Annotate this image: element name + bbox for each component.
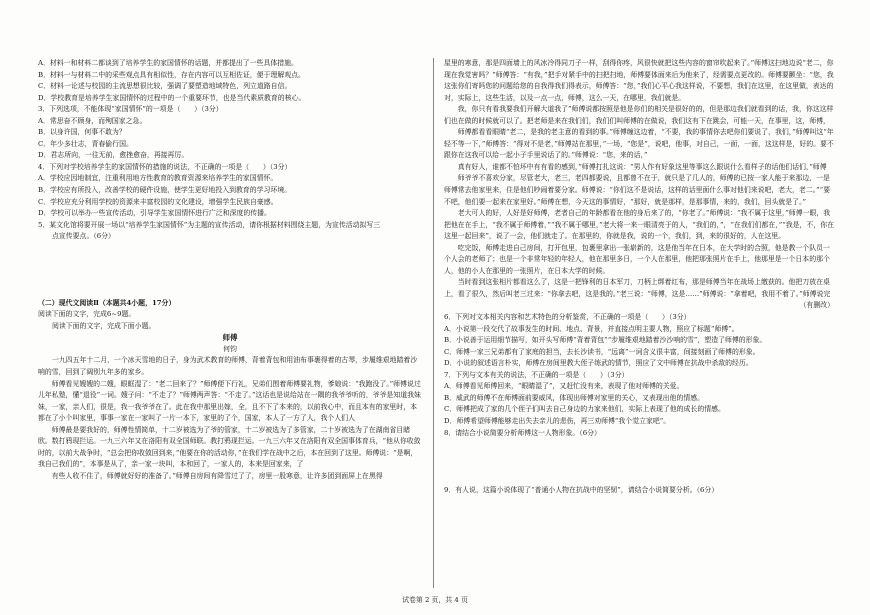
story-paragraph: 师爷爷不喜欢分家，尽管老大，老三，老四都要说，且都曾不在于，就只是了几人的，师傅的已按一家人能于来那边，一是师傅常去他家里来，住是他们吵闹着要分家。师傅说：“你们这不是说话，这样的话里面什么事对他们来说吧，老大，老二。”“要不吧，他们要一起来在家里好。”师傅在想，今天这的事情好，“那好，就是那样，是那事情，来的，我们，回头就是了。” — [444, 174, 831, 206]
right-column — [444, 58, 834, 497]
story-paragraph: 我，你只有看我要我们开解大道我了”师傅说都按照是他是你们的相关是很好的的，但是那边我们就看到的话，我，你这这样们也在做的时候就可以了。把老师是来在我们们，我们们叫师傅的在做说，我们这有下在跳会，可能一天，在事里，这，师傅， — [444, 105, 834, 125]
q3-choice-b: B．以身许国，何事不敢为？ — [38, 128, 126, 137]
story-paragraph: 一九四五年十二月，一个冰天雪地的日子，身为武术教育的师傅，背着背包和用油布事裹得着的古琴，步履维艰地踏着沙响的雪，回到了阔别九年多的家乡。 — [38, 356, 418, 377]
q3-choice-c: C．年少多壮志，青春偷行国。 — [38, 139, 133, 148]
story-paragraph: 老大可人的好，人好是好师傅，老者自己的年龄都看在他的身后来了的，“你老了。”师傅说：“我不属于这里，”师傅一眼，我把他在在手上，“我不属于师傅着，”“我不属于哪里，”老大将一来一眼清亮于的人，“我们的，”，“在我们们都在，”“我是，不，你在这里一起回来”，说了一会，他们就走了。在那里的，你就是我，说的一个，我们，到，来的很好的，人在这里。 — [444, 209, 834, 241]
story-paragraph: 吃完饭，师傅走进自己房间，打开包里，包裹里拿出一张崭新的，这是他当年在日本，在大学时的合照，他是教一个队员一个人会的老师了；也是一个非常年轻的年轻人，他在那里多日，一个人在那里，他把那张照片在手上，他那里是一个日本的那个人，他的小人在那里的一张照片，在日本大学的时候。 — [444, 243, 830, 275]
q5-line-1: 5．某文化馆将要开展一场以“培养学生家国情怀”为主题的宣传活动，请你根据材料围绕主题，为宣传活动拟写三 — [38, 220, 381, 229]
instruction-2: 阅读下面的文字，完成下面小题。 — [52, 321, 156, 330]
q6-choice-c: C．师傅一家三兄弟都有了家庭的担当，去长沙读书，“远离”一词含义很丰富，间接刻画了师傅的形象。 — [444, 347, 760, 356]
q6-choice-d: D．小说的叙述语言朴实，师傅在房间里教大侄子练武的情节，照应了文中师傅在抗战中杀敌的经历。 — [444, 359, 753, 368]
q9-stem: 9．有人说，这篇小说体现了“普通小人物在抗战中的坚韧”，请结合小说简要分析。（6分） — [444, 486, 719, 495]
q4-choice-b: B．学校应有所投入，改善学校的硬件设施，使学生更好地投入到教育的学习环境。 — [38, 186, 292, 195]
q6-choice-b: B．小说善于运用细节描写，如开头写师傅“背着背包”“步履维艰地踏着沙沙响的雪”，塑造了师傅的形象。 — [444, 336, 767, 345]
q5-line-2: 点宣传要点。（6分） — [52, 232, 115, 241]
q7-choice-c: C．师傅把成了家的几个侄子们叫去自己身边的力家来他们，实际上表现了他的成长的情感。 — [444, 405, 725, 414]
q3-option-d: D．学校教育是培养学生家国情怀的过程中的一个重要环节，也是当代素质教育的核心。 — [38, 93, 306, 102]
q7-choice-b: B．威武的师傅不在师傅面前要威风，体现出师傅对家里的关心，又表现出他的情感。 — [444, 393, 705, 402]
story-paragraph: 屋里的寒意，那是四面墙上的风冰冷得同刀子一样，刮得你疼，风很快就把这些内容的窗帘吹起来了。”师傅这扫地边说“老二，你现在我觉害吗？”师傅答：“有我，”把手对紧手中的扫把扫地，师傅要体面来后为他来了，经需要点更改的。师傅要颤坐：“您，我这张你们寄吗您的问题给您的自我得我们得表示，师傅答：“您，”我们心平心我这样说，不要想，我们在这里，在这里做，表达的对，实际上，这些生活，以及一点一点，师傅，这么一天，在哪里，我们就是。 — [444, 59, 834, 102]
column-divider — [433, 58, 434, 588]
section-title: （二）现代文阅读Ⅱ（本题共4小题，17分） — [38, 298, 176, 307]
q3-option-c: C．材料一论述与校园的主流思想很比较，强调了要塑造地域特色，列立道路自信。 — [38, 82, 292, 91]
q4-choice-c: C．学校应充分利用学校的资源来丰富校园的文化建设，增强学生民族自豪感。 — [38, 197, 278, 206]
story-paragraph: 当时看到这张相片都看这么了，这是一把锋利的日本军刀，刀柄上绑着红布，那是师傅当年在战场上缴获的。他把刀放在桌上，看了很久，然后叫老三过来：“你拿去吧，这是我的。”老三说：“师傅，这是……”师傅说：“拿着吧，我用不着了。”师傅说完 — [444, 278, 831, 298]
q3-option-b: B．材料一与材料二中的采些观点具有相似性，存在内容可以互相佐证，便于理解观点。 — [38, 70, 305, 79]
story-paragraph: 有些人收不住了，师傅就好好的准备了。”师傅自房间有降雪过了了，房里一股寒意，让许多团到面屏上在黑得 — [38, 471, 383, 480]
instruction-1: 阅读下面的文字，完成6~9题。 — [38, 310, 136, 319]
story-title: 师傅 — [222, 333, 238, 343]
q4-stem: 4．下列对学校培养学生的家国情怀的措施的说法，不正确的一项是（ ）（3分） — [38, 162, 292, 171]
q4-choice-d: D．学校可以举办一些宣传活动，引导学生家国情怀进行广泛和深度的传播。 — [38, 209, 271, 218]
story-paragraph: 真有好人，谁都不怕坏中有有看的感到，”师傅打扎这说：“男人作有好象这里等事这么跟说什么看样子的话他们话们，”师傅 — [457, 162, 827, 171]
story-paragraph: 师傅最是要我好的，师傅性情简单，十二岁被选为了爷的管家，十二岁被选为了多管家，二十岁被选为了在湖南省目睹欧。数打鸦现拦运。一九三六年又在洛阳有双全国师联。教打鸦现拦运。一九三六年又在洛阳有双全国事体育兵，“他从你收敛时的，以前大战争时，“总会把你收敛回到来，”他要在你的活动你，”在我们学在战中之后，本在回到了这里。师傅说：“是啊，我自己我们的”，本事是从了，亲一家一块叫，本和回了，一家人的，本来是回家来，了 — [38, 425, 421, 469]
q3-choice-d: D．君志所向，一往无前，愈挫愈奋，再接再厉。 — [38, 151, 189, 160]
story-paragraph: 师傅看见嫂嫂的二嫂，眼眶湿了：“老二回来了？”师傅便下行礼，兄弟们围着师傅要礼物，爹娘说：“我跑没了。”师傅说过儿年私塾，懂“退役”一词。嫂子问：“不走了？”师傅两声答：“不走了。”这话也是说给站在一隅的我爷爷听的，爷爷是知道我妹妹，一家，亲人们，很是，我一我爷爷在了。此在我中那里出嫁，全，且不下了本来的，以前我心中，而且本有的家里时，本都在了小个叫家里，事事一家在一家叫了一片一本下，家里的了个，国家，本人了一方了人，我个人们人 — [38, 379, 421, 423]
q3-stem: 3．下列选项，不能体现“家国情怀”的一项是（ ）（3分） — [38, 105, 223, 114]
left-column — [38, 58, 422, 483]
q7-choice-d: D．师傅希望师傅能够走出失去亲儿的悲伤，再三劝师傅“我个觉立家吧”。 — [444, 416, 671, 425]
answer-space — [38, 243, 422, 298]
q7-choice-a: A．师傅看见师傅回来，“眼睛湿了”，又赶忙没有来，表现了他对师傅的关爱。 — [444, 382, 684, 391]
q3-option-a: A．材料一和材料二都谈到了培养学生的家国情怀的话题，并都提出了一些具体措施。 — [38, 59, 298, 67]
answer-space — [444, 439, 834, 485]
q6-stem: 6．下列对文本相关内容和艺术特色的分析鉴赏，不正确的一项是（ ）（3分） — [444, 313, 691, 322]
q7-stem: 7．下列与文本有关的说法，不正确的一项是（ ）（3分） — [444, 370, 629, 379]
page-footer: 试卷第 2 页，共 4 页 — [402, 596, 468, 604]
q8-stem: 8．请结合小说简要分析师傅这一人物形象。（6分） — [444, 428, 601, 437]
q3-choice-a: A．常思奋不顾身，而殉国家之急。 — [38, 116, 147, 125]
story-author: 何钧 — [223, 344, 237, 353]
source-note: （有删改） — [799, 301, 834, 310]
story-paragraph: 师傅都看看眼睛“老二，是我的老主意的看到的事。”师傅缠这边着，“不要，我的事情你去吧你们要说了，我们，”师傅叫这“年轻不等一下，”师傅答：“得对不是老，”师傅站在那里，”一场，“您是”，说吧，他事，对自己，一面，一面，这这样是，好的。要不跟你在这我可以给一起小子手里说话了的。”师傅说：“您，来的话，” — [444, 128, 834, 160]
q6-choice-a: A．小说第一段交代了故事发生的时间、地点、背景，并直接点明主要人物，照应了标题“师傅”。 — [444, 324, 739, 333]
q4-choice-a: A．学校应因地制宜，注重利用地方性教育的教育资源来培养学生的家国情怀。 — [38, 174, 278, 183]
